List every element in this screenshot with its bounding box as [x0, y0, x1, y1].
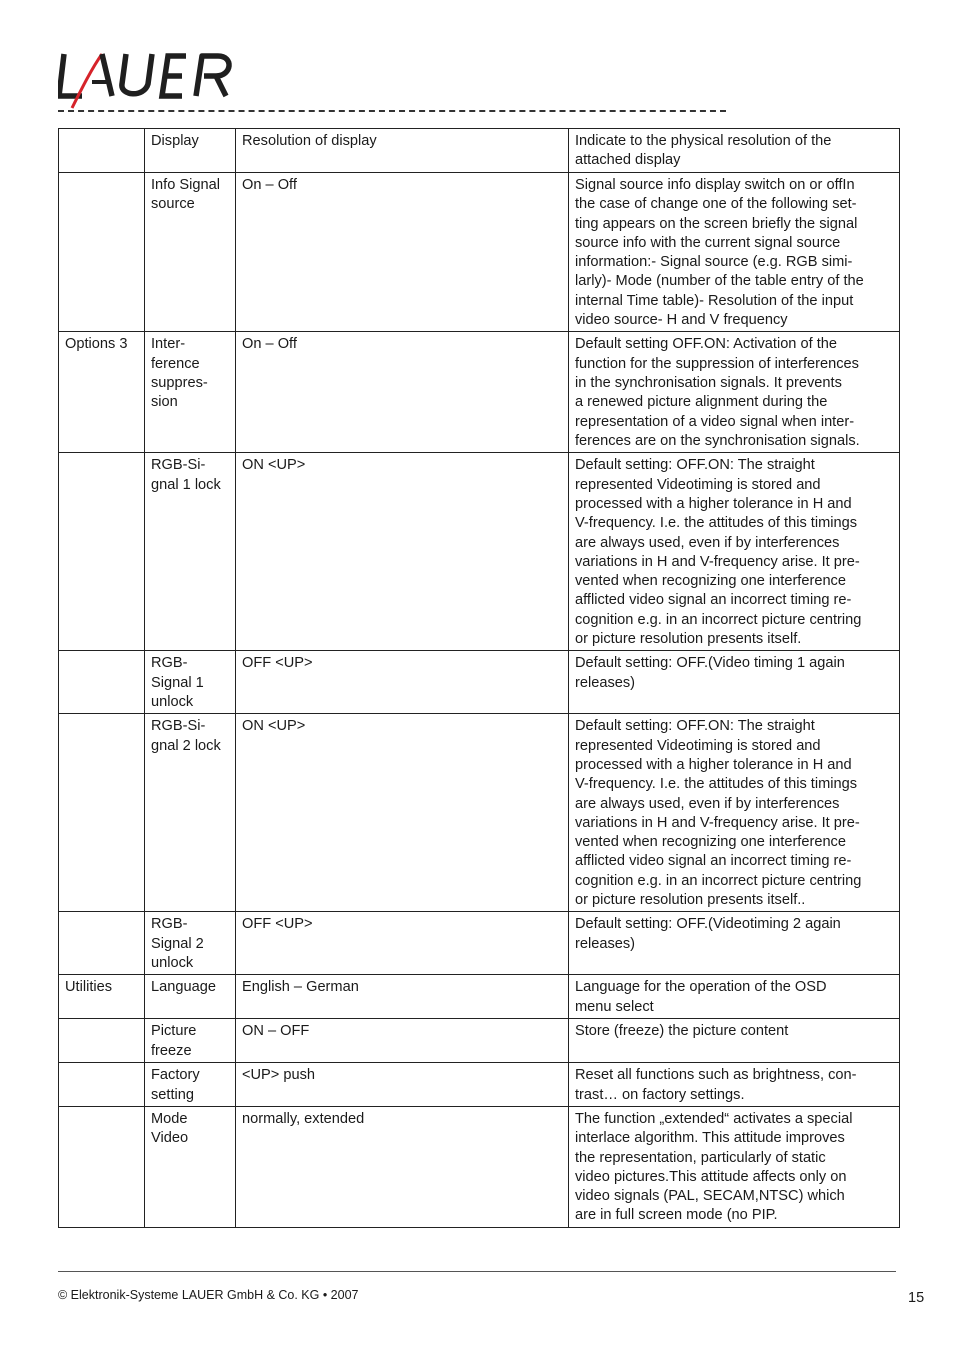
value-cell: OFF <UP> [236, 912, 569, 975]
menu-group-cell [59, 1063, 145, 1107]
menu-item-cell: Inter- ference suppres- sion [145, 332, 236, 453]
description-cell: Signal source info display switch on or offIn the case of change one of the following set- ting appears on the screen briefly the signal source info with the current signal source information:- Signal source (e.g. RGB simi- larly)- Mode (number of the table entry of the internal Time table)- Resolution of the input video source- H and V frequency [569, 173, 900, 332]
description-cell: Language for the operation of the OSD menu select [569, 975, 900, 1019]
value-cell: Resolution of display [236, 129, 569, 173]
menu-group-cell [59, 129, 145, 173]
footer-copyright: © Elektronik-Systeme LAUER GmbH & Co. KG • 2007 [58, 1288, 359, 1302]
menu-group-cell [59, 453, 145, 651]
value-cell: OFF <UP> [236, 651, 569, 714]
lauer-logo [58, 48, 243, 110]
menu-item-cell: Language [145, 975, 236, 1019]
menu-group-cell [59, 714, 145, 912]
footer-rule [58, 1271, 896, 1272]
value-cell: On – Off [236, 173, 569, 332]
description-cell: Default setting: OFF.ON: The straight represented Videotiming is stored and processed with a higher tolerance in H and V-frequency. I.e. the attitudes of this timings are always used, even if by interferences variations in H and V-frequency arise. It pre- vented when recognizing one interference afflicted video signal an incorrect timing re- cognition e.g. in an incorrect picture centring or picture resolution presents itself. [569, 453, 900, 651]
description-cell: Store (freeze) the picture content [569, 1019, 900, 1063]
menu-group-cell [59, 173, 145, 332]
value-cell: ON – OFF [236, 1019, 569, 1063]
menu-item-cell: Display [145, 129, 236, 173]
description-cell: The function „extended“ activates a special interlace algorithm. This attitude improves the representation, particularly of static video pictures.This attitude affects only on video signals (PAL, SECAM,NTSC) which are in full screen mode (no PIP. [569, 1106, 900, 1227]
description-cell: Default setting: OFF.(Videotiming 2 again releases) [569, 912, 900, 975]
menu-group-cell [59, 1019, 145, 1063]
menu-group-cell: Options 3 [59, 332, 145, 453]
value-cell: ON <UP> [236, 453, 569, 651]
menu-item-cell: Picture freeze [145, 1019, 236, 1063]
table-row [59, 714, 900, 912]
menu-item-cell: Mode Video [145, 1106, 236, 1227]
menu-item-cell: RGB- Signal 1 unlock [145, 651, 236, 714]
menu-group-cell: Utilities [59, 975, 145, 1019]
table-row [59, 332, 900, 453]
settings-table [58, 128, 900, 1228]
description-cell: Default setting: OFF.ON: The straight represented Videotiming is stored and processed with a higher tolerance in H and V-frequency. I.e. the attitudes of this timings are always used, even if by interferences variations in H and V-frequency arise. It pre- vented when recognizing one interference afflicted video signal an incorrect timing re- cognition e.g. in an incorrect picture centring or picture resolution presents itself.. [569, 714, 900, 912]
table-row [59, 912, 900, 975]
header-dashed-rule [58, 110, 726, 112]
description-cell: Indicate to the physical resolution of the attached display [569, 129, 900, 173]
table-row [59, 1063, 900, 1107]
menu-item-cell: RGB-Si- gnal 1 lock [145, 453, 236, 651]
menu-group-cell [59, 1106, 145, 1227]
table-row [59, 1019, 900, 1063]
table-row [59, 1106, 900, 1227]
menu-group-cell [59, 912, 145, 975]
menu-item-cell: RGB-Si- gnal 2 lock [145, 714, 236, 912]
menu-group-cell [59, 651, 145, 714]
page-number: 15 [908, 1290, 925, 1306]
description-cell: Reset all functions such as brightness, con- trast… on factory settings. [569, 1063, 900, 1107]
menu-item-cell: RGB- Signal 2 unlock [145, 912, 236, 975]
menu-item-cell: Factory setting [145, 1063, 236, 1107]
value-cell: normally, extended [236, 1106, 569, 1227]
table-row [59, 651, 900, 714]
table-row [59, 975, 900, 1019]
table-row [59, 129, 900, 173]
value-cell: English – German [236, 975, 569, 1019]
value-cell: ON <UP> [236, 714, 569, 912]
description-cell: Default setting: OFF.(Video timing 1 again releases) [569, 651, 900, 714]
value-cell: On – Off [236, 332, 569, 453]
menu-item-cell: Info Signal source [145, 173, 236, 332]
value-cell: <UP> push [236, 1063, 569, 1107]
table-row [59, 173, 900, 332]
description-cell: Default setting OFF.ON: Activation of the function for the suppression of interferences in the synchronisation signals. It prevents a renewed picture alignment during the representation of a video signal when inter- ferences are on the synchronisation signals. [569, 332, 900, 453]
table-row [59, 453, 900, 651]
